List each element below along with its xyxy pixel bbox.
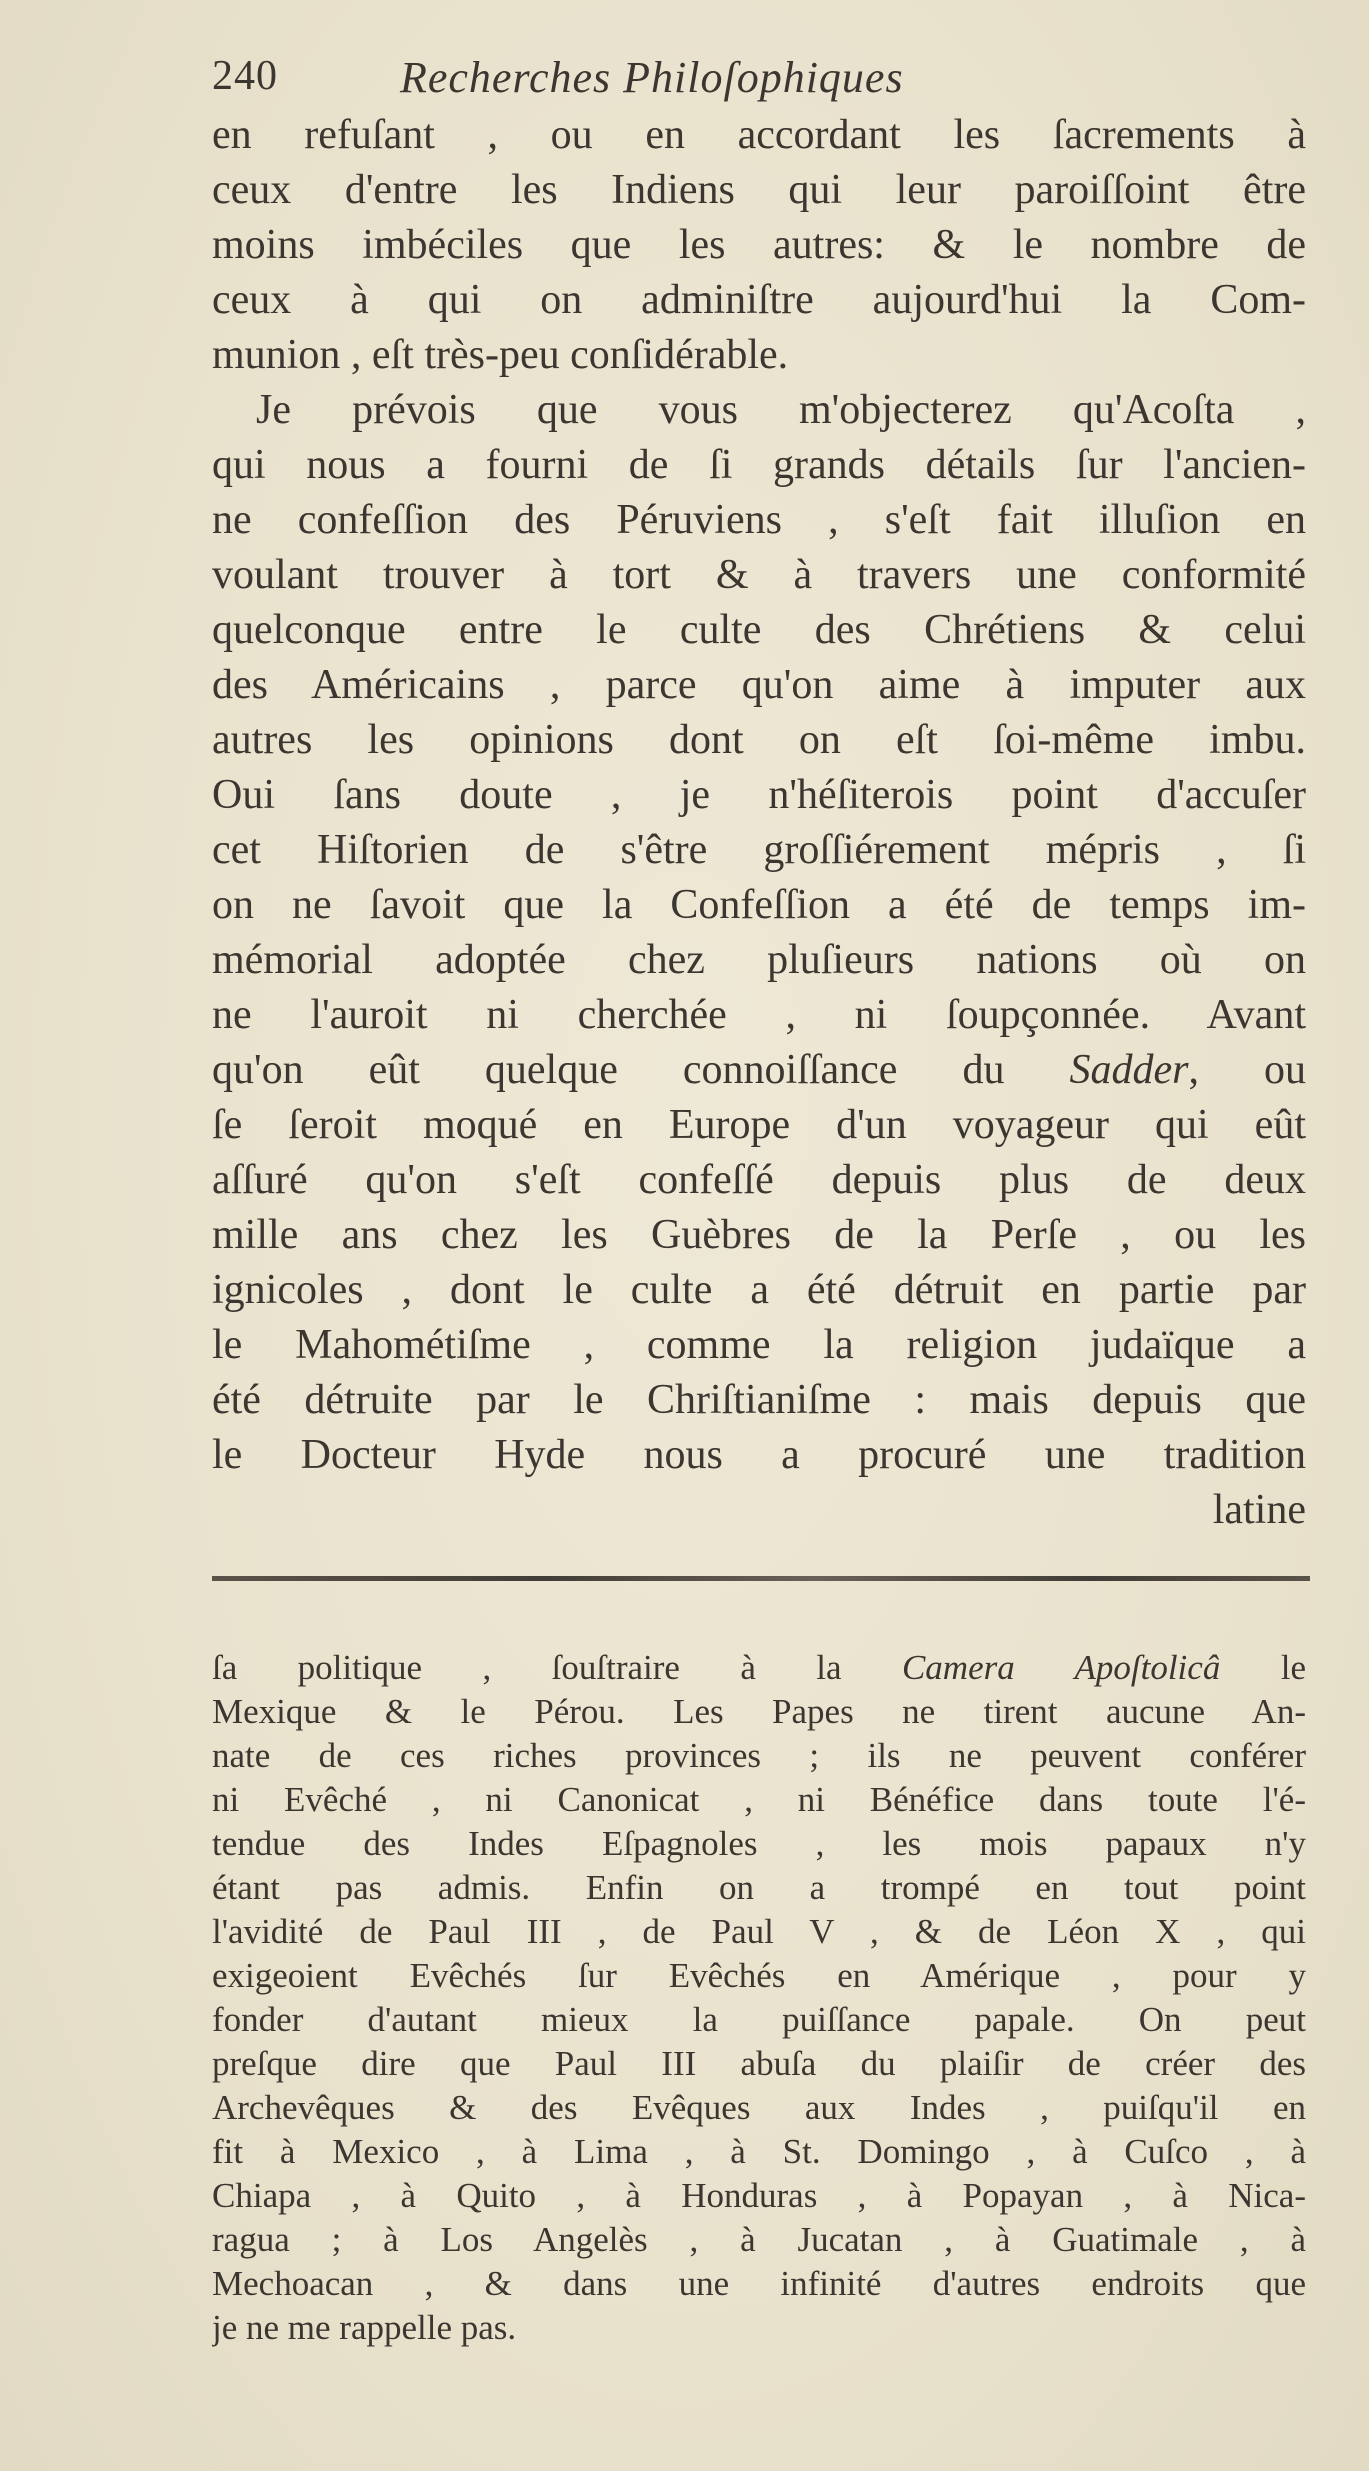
footnote-line: je ne me rappelle pas. <box>212 2308 517 2347</box>
text-segment: le <box>1220 1648 1306 1687</box>
footnote-line: l'avidité de Paul III , de Paul V , & de Léon X , qui <box>212 1912 1306 1951</box>
footnote-line: ragua ; à Los Angelès , à Jucatan , à Guatimale , à <box>212 2220 1306 2259</box>
footnote-line: Chiapa , à Quito , à Honduras , à Popayan , à Nica- <box>212 2176 1306 2215</box>
text-line: ſe ſeroit moqué en Europe d'un voyageur qui eût <box>212 1102 1306 1148</box>
text-line: ne l'auroit ni cherchée , ni ſoupçonnée. Avant <box>212 992 1306 1038</box>
text-segment: ſa politique , ſouſtraire à la <box>212 1648 902 1687</box>
text-line: quelconque entre le culte des Chrétiens & celui <box>212 607 1306 653</box>
footnote-line: fit à Mexico , à Lima , à St. Domingo , à Cuſco , à <box>212 2132 1306 2171</box>
text-line: voulant trouver à tort & à travers une conformité <box>212 552 1306 598</box>
page-header <box>212 52 1306 102</box>
footnote-line: étant pas admis. Enfin on a trompé en tout point <box>212 1868 1306 1907</box>
footnote-line: Archevêques & des Evêques aux Indes , puiſqu'il en <box>212 2088 1306 2127</box>
footnote-line: ni Evêché , ni Canonicat , ni Bénéfice dans toute l'é- <box>212 1780 1306 1819</box>
footnote-line: Mechoacan , & dans une infinité d'autres endroits que <box>212 2264 1306 2303</box>
footnote-line: Mexique & le Pérou. Les Papes ne tirent aucune An- <box>212 1692 1306 1731</box>
italic-text: Camera Apoſtolicâ <box>901 1648 1221 1687</box>
footnote-line: tendue des Indes Eſpagnoles , les mois papaux n'y <box>212 1824 1306 1863</box>
text-line: qui nous a fourni de ſi grands détails ſur l'ancien- <box>212 442 1306 488</box>
text-line: ceux à qui on adminiſtre aujourd'hui la Com- <box>212 277 1306 323</box>
text-segment: qu'on eût quelque connoiſſance du <box>212 1047 1070 1093</box>
text-line: en refuſant , ou en accordant les ſacrements à <box>212 112 1306 158</box>
text-line: on ne ſavoit que la Confeſſion a été de temps im- <box>212 882 1306 928</box>
text-segment: , ou <box>1188 1047 1306 1093</box>
text-line: ne confeſſion des Péruviens , s'eſt fait illuſion en <box>212 497 1306 543</box>
text-line: le Mahométiſme , comme la religion judaïque a <box>212 1322 1306 1368</box>
text-line: mémorial adoptée chez pluſieurs nations où on <box>212 937 1306 983</box>
footnote-line <box>212 1646 1306 1690</box>
text-line: aſſuré qu'on s'eſt confeſſé depuis plus de deux <box>212 1157 1306 1203</box>
text-line: moins imbéciles que les autres: & le nombre de <box>212 222 1306 268</box>
text-line: cet Hiſtorien de s'être groſſiérement mépris , ſi <box>212 827 1306 873</box>
text-line <box>212 1043 1306 1097</box>
text-line: des Américains , parce qu'on aime à imputer aux <box>212 662 1306 708</box>
text-line: Oui ſans doute , je n'héſiterois point d'accuſer <box>212 772 1306 818</box>
text-line: été détruite par le Chriſtianiſme : mais depuis que <box>212 1377 1306 1423</box>
text-line: autres les opinions dont on eſt ſoi-même imbu. <box>212 717 1306 763</box>
footnote-line: nate de ces riches provinces ; ils ne peuvent conférer <box>212 1736 1306 1775</box>
text-line: mille ans chez les Guèbres de la Perſe , ou les <box>212 1212 1306 1258</box>
text-line: Je prévois que vous m'objecterez qu'Acoſta , <box>256 387 1306 433</box>
footnote-line: exigeoient Evêchés ſur Evêchés en Amérique , pour y <box>212 1956 1306 1995</box>
text-line: le Docteur Hyde nous a procuré une tradition <box>212 1432 1306 1478</box>
italic-text: Sadder <box>1069 1047 1189 1093</box>
footnote-line: preſque dire que Paul III abuſa du plaiſir de créer des <box>212 2044 1306 2083</box>
footnote-line: fonder d'autant mieux la puiſſance papale. On peut <box>212 2000 1306 2039</box>
text-line: ceux d'entre les Indiens qui leur paroiſſoint être <box>212 167 1306 213</box>
page-number: 240 <box>212 53 278 99</box>
text-line: munion , eſt très-peu conſidérable. <box>212 332 789 378</box>
footnote-rule <box>212 1576 1310 1581</box>
catchword: latine <box>1212 1487 1306 1533</box>
running-title: Recherches Philoſophiques <box>400 53 904 102</box>
text-line: ignicoles , dont le culte a été détruit en partie par <box>212 1267 1306 1313</box>
